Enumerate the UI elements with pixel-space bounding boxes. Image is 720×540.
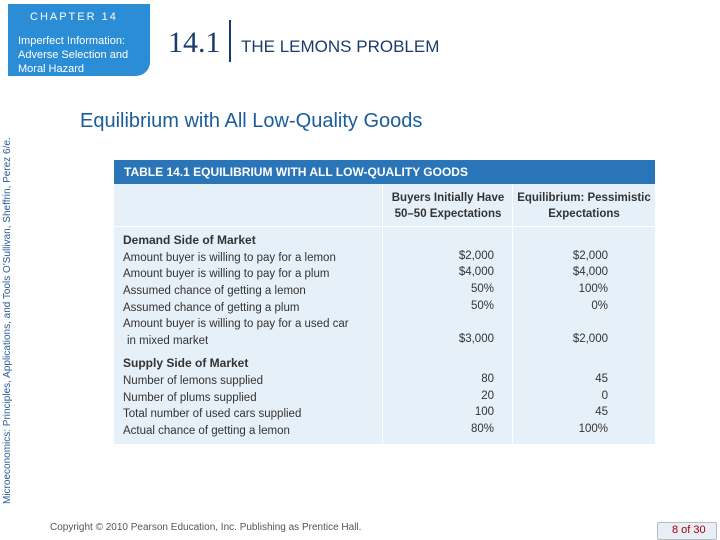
column-header-equilibrium xyxy=(516,190,652,222)
row-label: Actual chance of getting a lemon xyxy=(123,425,290,437)
column-header-line: Equilibrium: Pessimistic xyxy=(517,192,651,204)
section-title: THE LEMONS PROBLEM xyxy=(241,37,440,56)
column-divider xyxy=(512,184,513,444)
value-equilibrium: $2,000 xyxy=(572,333,608,345)
chapter-subtitle xyxy=(18,34,128,76)
section-heading-supply: Supply Side of Market xyxy=(123,356,249,370)
value-initial: 20 xyxy=(481,390,494,402)
value-equilibrium: 45 xyxy=(595,406,608,418)
column-header-line: Expectations xyxy=(548,208,620,220)
column-header-line: Buyers Initially Have xyxy=(391,192,505,204)
row-label: Amount buyer is willing to pay for a lemon xyxy=(123,252,336,264)
value-initial: 80 xyxy=(481,373,494,385)
value-initial: $4,000 xyxy=(458,266,494,278)
row-label: Assumed chance of getting a lemon xyxy=(123,285,306,297)
row-label-line: in mixed market xyxy=(127,334,209,347)
value-initial: $3,000 xyxy=(458,333,494,345)
value-equilibrium: $2,000 xyxy=(572,250,608,262)
chapter-subtitle-line: Imperfect Information: xyxy=(18,35,125,47)
section-heading-demand: Demand Side of Market xyxy=(123,233,256,247)
row-label: Number of plums supplied xyxy=(123,392,257,404)
slide-title: Equilibrium with All Low-Quality Goods xyxy=(80,110,423,132)
value-initial: 50% xyxy=(470,300,494,312)
book-citation: Microeconomics: Principles, Applications, and Tools O'Sullivan, Sheffrin, Perez 6/e. xyxy=(2,137,13,504)
value-equilibrium: 100% xyxy=(578,283,608,295)
value-equilibrium: 45 xyxy=(595,373,608,385)
row-label xyxy=(123,316,368,349)
table-title: TABLE 14.1 EQUILIBRIUM WITH ALL LOW-QUALITY GOODS xyxy=(114,160,655,184)
section-number: 14.1 xyxy=(168,26,221,59)
row-label-line: Amount buyer is willing to pay for a used car xyxy=(123,318,349,330)
value-initial: 80% xyxy=(470,423,494,435)
chapter-subtitle-line: Adverse Selection and xyxy=(18,49,129,61)
column-divider xyxy=(382,184,383,444)
value-equilibrium: 0% xyxy=(591,300,608,312)
value-initial: 50% xyxy=(470,283,494,295)
chapter-subtitle-line: Moral Hazard xyxy=(18,63,85,75)
chapter-label: CHAPTER 14 xyxy=(30,11,118,23)
row-label: Assumed chance of getting a plum xyxy=(123,302,300,314)
page-number: 8 of 30 xyxy=(672,524,706,536)
header-divider xyxy=(114,226,655,227)
row-label: Number of lemons supplied xyxy=(123,375,263,387)
row-label: Amount buyer is willing to pay for a plum xyxy=(123,268,330,280)
column-header-initial xyxy=(384,190,512,222)
data-table xyxy=(114,160,655,444)
value-equilibrium: 0 xyxy=(601,390,608,402)
chapter-badge xyxy=(8,4,150,76)
column-header-line: 50–50 Expectations xyxy=(394,208,502,220)
row-label: Total number of used cars supplied xyxy=(123,408,302,420)
value-equilibrium: $4,000 xyxy=(572,266,608,278)
value-initial: 100 xyxy=(474,406,494,418)
copyright-notice: Copyright © 2010 Pearson Education, Inc. Publishing as Prentice Hall. xyxy=(50,522,362,533)
section-divider xyxy=(229,20,231,62)
value-equilibrium: 100% xyxy=(578,423,608,435)
value-initial: $2,000 xyxy=(458,250,494,262)
